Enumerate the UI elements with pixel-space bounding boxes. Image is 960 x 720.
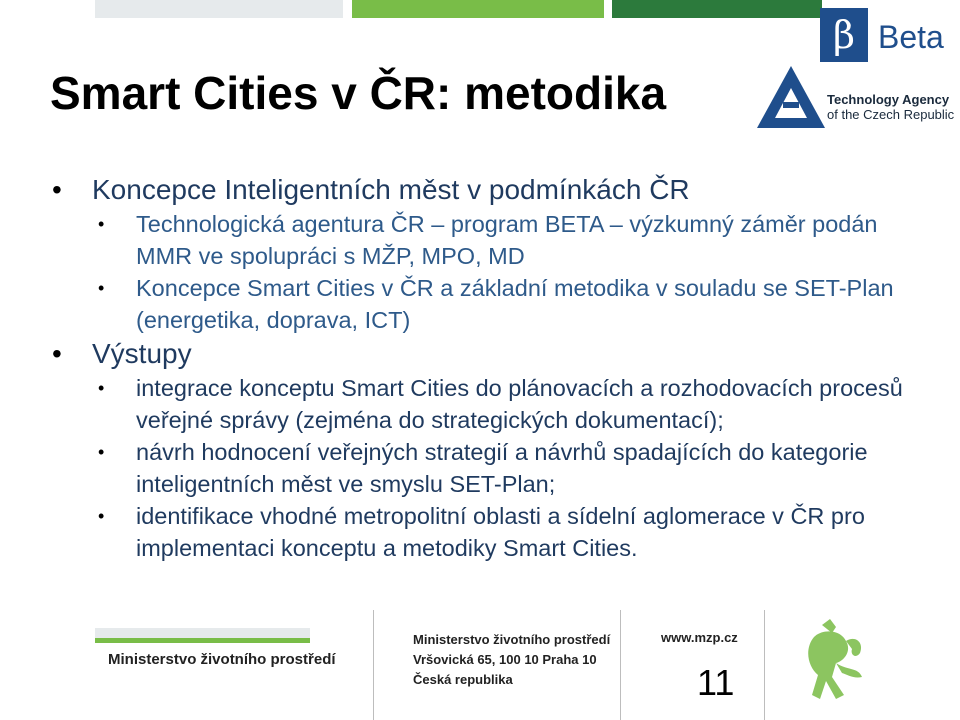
top-bar-light: [95, 0, 343, 18]
footer-web-link[interactable]: www.mzp.cz: [661, 630, 738, 645]
footer-divider: [373, 610, 374, 720]
page-number: 11: [697, 662, 735, 703]
tacr-triangle-icon: [755, 62, 827, 132]
slide-title: Smart Cities v ČR: metodika: [50, 67, 667, 119]
footer-bar-light: [95, 628, 310, 638]
svg-text:Beta: Beta: [878, 19, 944, 55]
tacr-logo: [755, 62, 960, 132]
footer-divider: [764, 610, 765, 720]
top-bar-dark-green: [612, 0, 822, 18]
czech-lion-icon: [792, 615, 872, 715]
address-line1: Ministerstvo životního prostředí: [413, 632, 611, 647]
sub-bullet-identification: • identifikace vhodné metropolitní oblasti a sídelní aglomerace v ČR pro implementaci konceptu a metodiky Smart Cities.: [50, 500, 910, 564]
bullet-outputs: • Výstupy: [50, 336, 910, 372]
tacr-name-line1: Technology Agency: [827, 92, 950, 107]
slide-body: [50, 172, 910, 564]
bullet-concept: • Koncepce Inteligentních měst v podmínkách ČR: [50, 172, 910, 208]
sub-bullet-concept-method: • Koncepce Smart Cities v ČR a základní metodika v souladu se SET-Plan (energetika, doprava, ICT): [50, 272, 910, 336]
beta-logo: [820, 8, 950, 62]
sub-bullet-integration: • integrace konceptu Smart Cities do plánovacích a rozhodovacích procesů veřejné správy (zejména do strategických dokumentací);: [50, 372, 910, 436]
svg-text:β: β: [833, 13, 855, 57]
top-bar-green: [352, 0, 604, 18]
sub-bullet-tacr: • Technologická agentura ČR – program BETA – výzkumný záměr podán MMR ve spolupráci s MŽP, MPO, MD: [50, 208, 910, 272]
footer-address: [413, 630, 610, 690]
footer-divider: [620, 610, 621, 720]
address-line3: Česká republika: [413, 672, 513, 687]
sub-bullet-evaluation: • návrh hodnocení veřejných strategií a návrhů spadajících do kategorie inteligentních měst ve smyslu SET-Plan;: [50, 436, 910, 500]
footer-ministry-name: Ministerstvo životního prostředí: [108, 651, 336, 668]
tacr-name-line2: of the Czech Republic: [827, 107, 955, 122]
address-line2: Vršovická 65, 100 10 Praha 10: [413, 652, 597, 667]
footer-bar-green: [95, 638, 310, 643]
